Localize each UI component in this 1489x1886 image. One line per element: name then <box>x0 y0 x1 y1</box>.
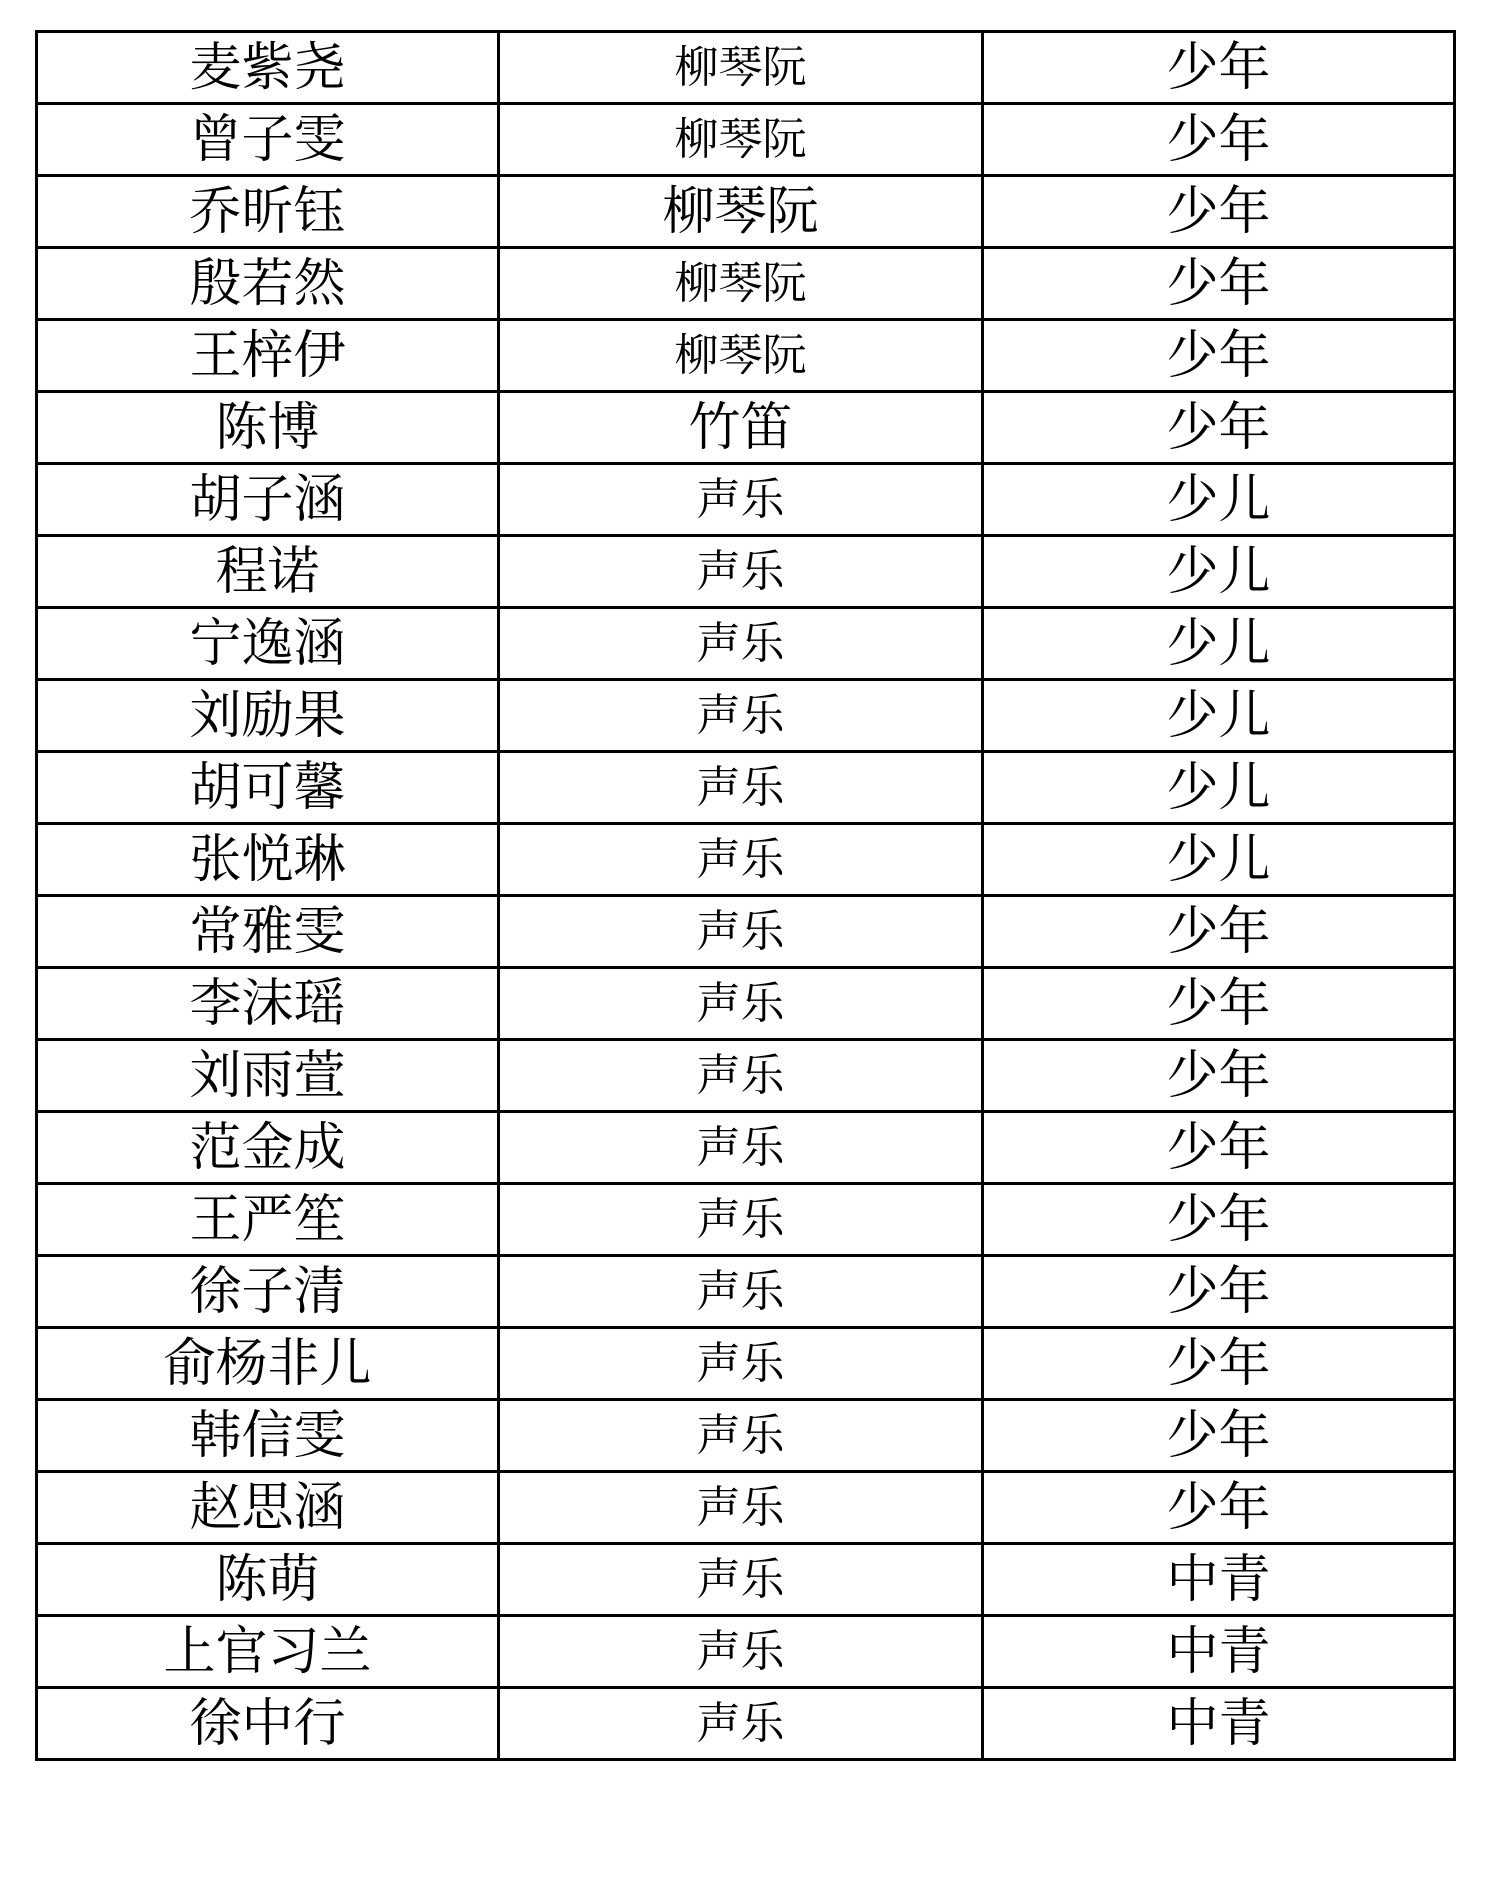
participant-instrument: 柳琴阮 <box>499 32 983 104</box>
participant-instrument: 柳琴阮 <box>499 248 983 320</box>
participant-age-group: 少年 <box>983 1256 1455 1328</box>
participant-age-group: 少儿 <box>983 752 1455 824</box>
participant-name: 乔昕钰 <box>37 176 499 248</box>
table-row <box>37 176 1455 248</box>
table-row <box>37 104 1455 176</box>
participant-age-group: 中青 <box>983 1544 1455 1616</box>
participant-name: 王严笙 <box>37 1184 499 1256</box>
participant-name: 张悦琳 <box>37 824 499 896</box>
table-row <box>37 536 1455 608</box>
participant-table-body <box>37 32 1455 1760</box>
table-row <box>37 1688 1455 1760</box>
participant-name: 俞杨非儿 <box>37 1328 499 1400</box>
participant-instrument: 声乐 <box>499 608 983 680</box>
participant-age-group: 少年 <box>983 968 1455 1040</box>
participant-name: 李沫瑶 <box>37 968 499 1040</box>
participant-instrument: 声乐 <box>499 1688 983 1760</box>
table-row <box>37 1184 1455 1256</box>
participant-age-group: 少儿 <box>983 464 1455 536</box>
participant-instrument: 声乐 <box>499 464 983 536</box>
participant-age-group: 少年 <box>983 1472 1455 1544</box>
participant-age-group: 少年 <box>983 896 1455 968</box>
participant-instrument: 声乐 <box>499 1328 983 1400</box>
participant-name: 常雅雯 <box>37 896 499 968</box>
table-row <box>37 824 1455 896</box>
participant-instrument: 声乐 <box>499 1544 983 1616</box>
participant-name: 刘励果 <box>37 680 499 752</box>
participant-instrument: 声乐 <box>499 1184 983 1256</box>
participant-name: 刘雨萱 <box>37 1040 499 1112</box>
participant-age-group: 少儿 <box>983 680 1455 752</box>
participant-name: 上官习兰 <box>37 1616 499 1688</box>
table-row <box>37 1328 1455 1400</box>
participant-age-group: 少儿 <box>983 608 1455 680</box>
participant-age-group: 少年 <box>983 1040 1455 1112</box>
participant-name: 胡子涵 <box>37 464 499 536</box>
table-row <box>37 1616 1455 1688</box>
participant-instrument: 声乐 <box>499 1256 983 1328</box>
participant-name: 胡可馨 <box>37 752 499 824</box>
participant-name: 曾子雯 <box>37 104 499 176</box>
participant-age-group: 少年 <box>983 1184 1455 1256</box>
table-row <box>37 680 1455 752</box>
participant-instrument: 声乐 <box>499 752 983 824</box>
table-row <box>37 608 1455 680</box>
table-row <box>37 896 1455 968</box>
table-row <box>37 464 1455 536</box>
table-row <box>37 32 1455 104</box>
participant-instrument: 声乐 <box>499 1040 983 1112</box>
participant-instrument: 声乐 <box>499 824 983 896</box>
participant-name: 徐子清 <box>37 1256 499 1328</box>
participant-name: 殷若然 <box>37 248 499 320</box>
participant-name: 陈博 <box>37 392 499 464</box>
participant-age-group: 少年 <box>983 176 1455 248</box>
participant-name: 程诺 <box>37 536 499 608</box>
participant-instrument: 柳琴阮 <box>499 320 983 392</box>
table-row <box>37 1472 1455 1544</box>
table-row <box>37 1544 1455 1616</box>
participant-name: 范金成 <box>37 1112 499 1184</box>
participant-table <box>35 30 1456 1761</box>
participant-age-group: 少儿 <box>983 824 1455 896</box>
participant-age-group: 中青 <box>983 1616 1455 1688</box>
participant-age-group: 少年 <box>983 1328 1455 1400</box>
participant-instrument: 柳琴阮 <box>499 104 983 176</box>
participant-instrument: 声乐 <box>499 680 983 752</box>
participant-instrument: 声乐 <box>499 968 983 1040</box>
participant-name: 陈萌 <box>37 1544 499 1616</box>
participant-instrument: 声乐 <box>499 1472 983 1544</box>
participant-age-group: 中青 <box>983 1688 1455 1760</box>
participant-instrument: 竹笛 <box>499 392 983 464</box>
participant-age-group: 少年 <box>983 320 1455 392</box>
participant-age-group: 少年 <box>983 104 1455 176</box>
participant-name: 徐中行 <box>37 1688 499 1760</box>
participant-instrument: 声乐 <box>499 1112 983 1184</box>
participant-age-group: 少年 <box>983 32 1455 104</box>
table-row <box>37 1112 1455 1184</box>
table-row <box>37 392 1455 464</box>
participant-age-group: 少年 <box>983 1400 1455 1472</box>
participant-name: 王梓伊 <box>37 320 499 392</box>
participant-instrument: 声乐 <box>499 1400 983 1472</box>
participant-age-group: 少年 <box>983 1112 1455 1184</box>
participant-instrument: 声乐 <box>499 1616 983 1688</box>
participant-age-group: 少儿 <box>983 536 1455 608</box>
table-row <box>37 1400 1455 1472</box>
participant-name: 赵思涵 <box>37 1472 499 1544</box>
table-row <box>37 320 1455 392</box>
table-row <box>37 1256 1455 1328</box>
participant-name: 麦紫尧 <box>37 32 499 104</box>
participant-instrument: 柳琴阮 <box>499 176 983 248</box>
participant-name: 韩信雯 <box>37 1400 499 1472</box>
participant-name: 宁逸涵 <box>37 608 499 680</box>
table-row <box>37 968 1455 1040</box>
table-row <box>37 248 1455 320</box>
table-row <box>37 1040 1455 1112</box>
participant-age-group: 少年 <box>983 392 1455 464</box>
table-row <box>37 752 1455 824</box>
participant-instrument: 声乐 <box>499 896 983 968</box>
participant-instrument: 声乐 <box>499 536 983 608</box>
participant-age-group: 少年 <box>983 248 1455 320</box>
